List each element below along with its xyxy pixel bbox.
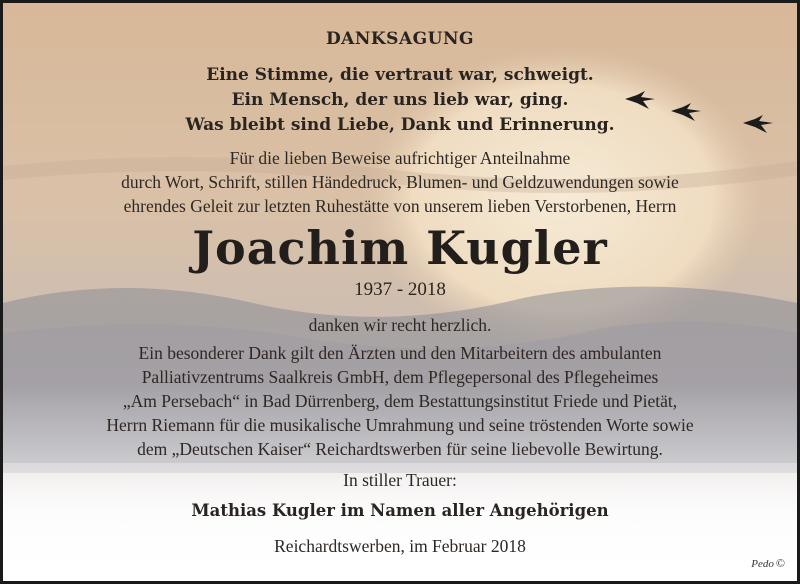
intro-line: ehrendes Geleit zur letzten Ruhestätte von unserem lieben Verstorbenen, Herrn bbox=[123, 196, 677, 216]
signature-line: Mathias Kugler im Namen aller Angehörigen bbox=[191, 501, 609, 520]
special-thanks-line: Herrn Riemann für die musikalische Umrahmung und seine tröstenden Worte sowie bbox=[106, 415, 694, 435]
special-thanks-line: dem „Deutschen Kaiser“ Reichardtswerben für seine liebevolle Bewirtung. bbox=[137, 439, 663, 459]
thanks-line: danken wir recht herzlich. bbox=[308, 315, 492, 335]
special-thanks-line: Ein besonderer Dank gilt den Ärzten und den Mitarbeitern des ambulanten bbox=[138, 343, 662, 363]
verse-line: Ein Mensch, der uns lieb war, ging. bbox=[231, 90, 569, 110]
intro-line: durch Wort, Schrift, stillen Händedruck, Blumen- und Geldzuwendungen sowie bbox=[121, 172, 679, 192]
place-date-line: Reichardtswerben, im Februar 2018 bbox=[274, 536, 526, 556]
deceased-name: Joachim Kugler bbox=[192, 221, 608, 275]
copyright-symbol: © bbox=[775, 556, 785, 570]
notice-heading: DANKSAGUNG bbox=[325, 29, 475, 49]
designer-credit bbox=[751, 556, 785, 571]
verse-line: Was bleibt sind Liebe, Dank und Erinnerung. bbox=[185, 115, 615, 135]
special-thanks-line: „Am Persebach“ in Bad Dürrenberg, dem Bestattungsinstitut Friede und Pietät, bbox=[122, 391, 678, 411]
credit-mark: Pedo bbox=[751, 558, 774, 570]
verse-line: Eine Stimme, die vertraut war, schweigt. bbox=[206, 65, 594, 85]
life-years: 1937 - 2018 bbox=[354, 279, 446, 300]
intro-line: Für die lieben Beweise aufrichtiger Anteilnahme bbox=[229, 148, 571, 168]
mourning-line: In stiller Trauer: bbox=[343, 470, 457, 490]
special-thanks-line: Palliativzentrums Saalkreis GmbH, dem Pflegepersonal des Pflegeheimes bbox=[141, 367, 659, 387]
